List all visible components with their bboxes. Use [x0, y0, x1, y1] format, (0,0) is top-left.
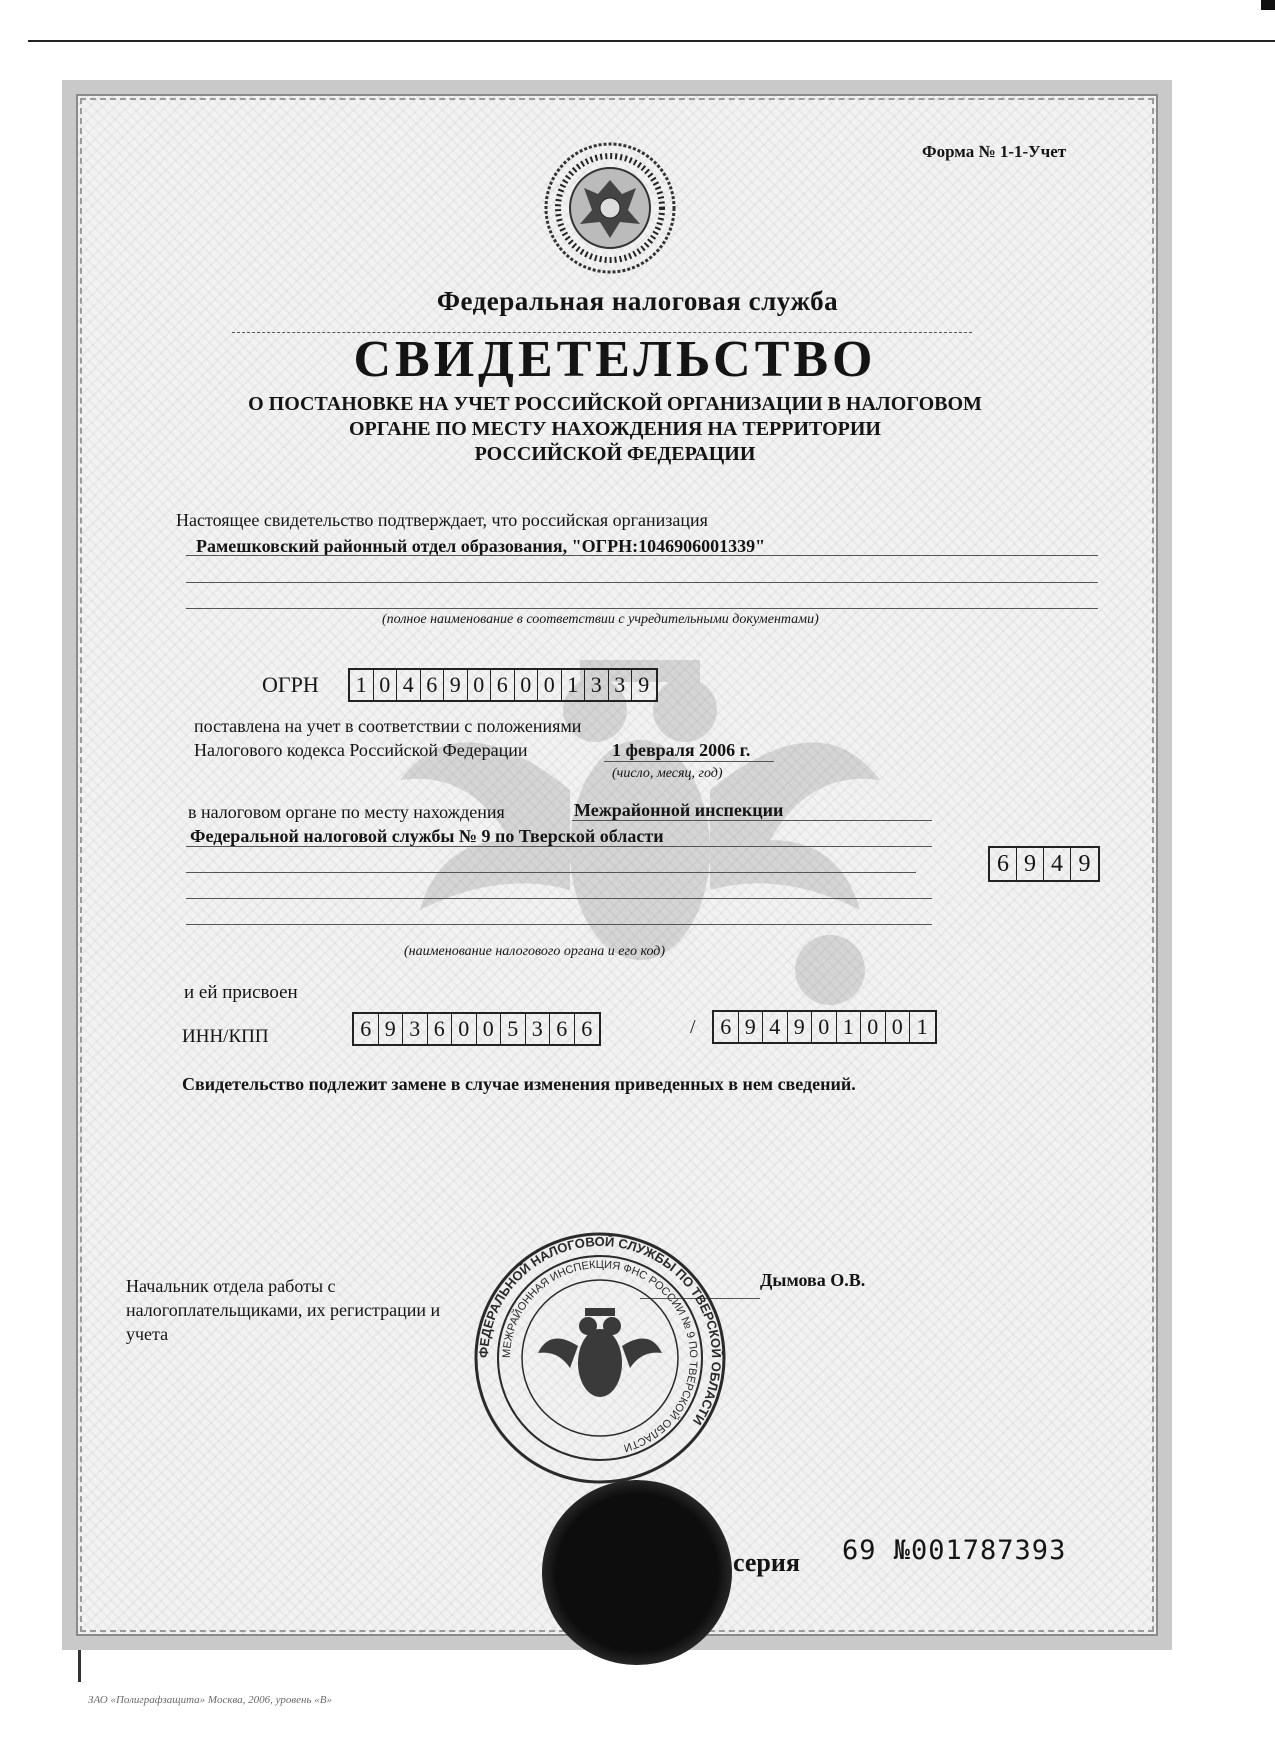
inn-digit: 0 [452, 1014, 477, 1044]
authority-rule-5 [186, 924, 932, 925]
ogrn-label: ОГРН [262, 672, 319, 697]
ogrn-digit: 1 [350, 670, 374, 700]
kpp-digit: 1 [837, 1012, 862, 1042]
inn-digit: 5 [501, 1014, 526, 1044]
kpp-digit-boxes [712, 1010, 937, 1044]
tax-authority-name-1: Межрайонной инспекции [574, 800, 784, 820]
kpp-digit: 0 [886, 1012, 911, 1042]
authority-caption: (наименование налогового органа и его код) [404, 944, 666, 959]
ogrn-digit: 0 [538, 670, 562, 700]
agency-name: Федеральная налоговая служба [436, 286, 839, 316]
kpp-digit: 9 [788, 1012, 813, 1042]
ogrn-digit: 0 [468, 670, 492, 700]
assigned-label: и ей присвоен [184, 982, 298, 1003]
ogrn-digit: 0 [374, 670, 398, 700]
authority-rule-4 [186, 898, 932, 899]
kpp-digit: 0 [861, 1012, 886, 1042]
tax-authority-intro: в налоговом органе по месту нахождения [188, 802, 505, 822]
tax-authority-code-digit: 9 [1078, 851, 1091, 877]
inn-digit: 0 [477, 1014, 502, 1044]
authority-rule-3 [186, 872, 916, 873]
kpp-digit: 0 [812, 1012, 837, 1042]
authority-rule-2 [186, 846, 932, 847]
form-number: Форма № 1-1-Учет [922, 142, 1067, 161]
signatory-name: Дымова О.В. [760, 1270, 866, 1290]
name-rule-1 [186, 555, 1098, 556]
document-title: СВИДЕТЕЛЬСТВО [353, 331, 877, 388]
registration-line-1: поставлена на учет в соответствии с положениями [194, 716, 582, 736]
registration-date: 1 февраля 2006 г. [612, 740, 751, 760]
series-number: 69 №001787393 [842, 1535, 1067, 1566]
name-caption: (полное наименование в соответствии с учредительными документами) [382, 612, 819, 627]
signatory-position-3: учета [126, 1324, 169, 1344]
ogrn-digit: 4 [397, 670, 421, 700]
ogrn-digit: 9 [444, 670, 468, 700]
background-eagle-emblem [380, 640, 900, 1060]
fns-emblem-icon [540, 138, 680, 278]
tax-authority-code-digit: 4 [1044, 848, 1071, 880]
inn-digit: 6 [550, 1014, 575, 1044]
ogrn-digit: 0 [515, 670, 539, 700]
authority-rule-1 [572, 820, 932, 821]
obscured-hologram [542, 1480, 732, 1665]
corner-mark [1261, 0, 1275, 10]
top-border-line [28, 40, 1275, 42]
tax-authority-code-digit: 6 [990, 848, 1017, 880]
inn-digit: 9 [379, 1014, 404, 1044]
kpp-digit: 6 [714, 1012, 739, 1042]
tax-authority-name-2: Федеральной налоговой службы № 9 по Тверской области [190, 826, 664, 846]
intro-text: Настоящее свидетельство подтверждает, что российская организация [176, 510, 708, 530]
official-seal [470, 1228, 730, 1488]
kpp-digit: 1 [916, 1014, 928, 1039]
registration-line-2: Налогового кодекса Российской Федерации [194, 740, 528, 760]
inn-digit: 3 [526, 1014, 551, 1044]
inn-digit-boxes [352, 1012, 601, 1046]
organization-name: Рамешковский районный отдел образования, "ОГРН:1046906001339" [196, 536, 766, 556]
subtitle-line-2: ОРГАНЕ ПО МЕСТУ НАХОЖДЕНИЯ НА ТЕРРИТОРИИ [348, 418, 881, 440]
kpp-digit: 4 [763, 1012, 788, 1042]
printer-imprint: ЗАО «Полиграфзащита» Москва, 2006, уровень «В» [88, 1694, 332, 1706]
signatory-position-2: налогоплательщиками, их регистрации и [126, 1300, 441, 1320]
tax-authority-code-boxes [988, 846, 1100, 882]
ogrn-digit: 1 [562, 670, 586, 700]
inn-digit: 6 [581, 1016, 593, 1041]
date-rule [604, 761, 774, 762]
seal-outer-text-path: ФЕДЕРАЛЬНОЙ НАЛОГОВОЙ СЛУЖБЫ ПО ТВЕРСКОЙ ОБЛАСТИ [475, 1233, 725, 1428]
subtitle-line-3: РОССИЙСКОЙ ФЕДЕРАЦИИ [474, 443, 756, 465]
kpp-digit: 9 [739, 1012, 764, 1042]
subtitle-line-1: О ПОСТАНОВКЕ НА УЧЕТ РОССИЙСКОЙ ОРГАНИЗАЦИИ В НАЛОГОВОМ [248, 393, 982, 415]
inn-digit: 6 [428, 1014, 453, 1044]
ogrn-digit: 9 [638, 672, 650, 697]
series-label: серия [733, 1548, 800, 1577]
date-caption: (число, месяц, год) [612, 766, 723, 781]
ogrn-digit: 6 [421, 670, 445, 700]
replacement-notice: Свидетельство подлежит замене в случае изменения приведенных в нем сведений. [182, 1074, 856, 1094]
tax-authority-code-digit: 9 [1017, 848, 1044, 880]
name-rule-3 [186, 608, 1098, 609]
ogrn-digit-boxes [348, 668, 658, 702]
margin-mark [78, 1650, 81, 1682]
name-rule-2 [186, 582, 1098, 583]
inn-kpp-label: ИНН/КПП [182, 1026, 269, 1047]
ogrn-digit: 6 [491, 670, 515, 700]
seal-inner-text-path: МЕЖРАЙОННАЯ ИНСПЕКЦИЯ ФНС РОССИИ № 9 ПО ТВЕРСКОЙ ОБЛАСТИ [500, 1258, 700, 1454]
inn-kpp-separator: / [690, 1016, 696, 1038]
signatory-position-1: Начальник отдела работы с [126, 1276, 336, 1296]
ogrn-digit: 3 [585, 670, 609, 700]
inn-digit: 6 [354, 1014, 379, 1044]
ogrn-digit: 3 [609, 670, 633, 700]
inn-digit: 3 [403, 1014, 428, 1044]
